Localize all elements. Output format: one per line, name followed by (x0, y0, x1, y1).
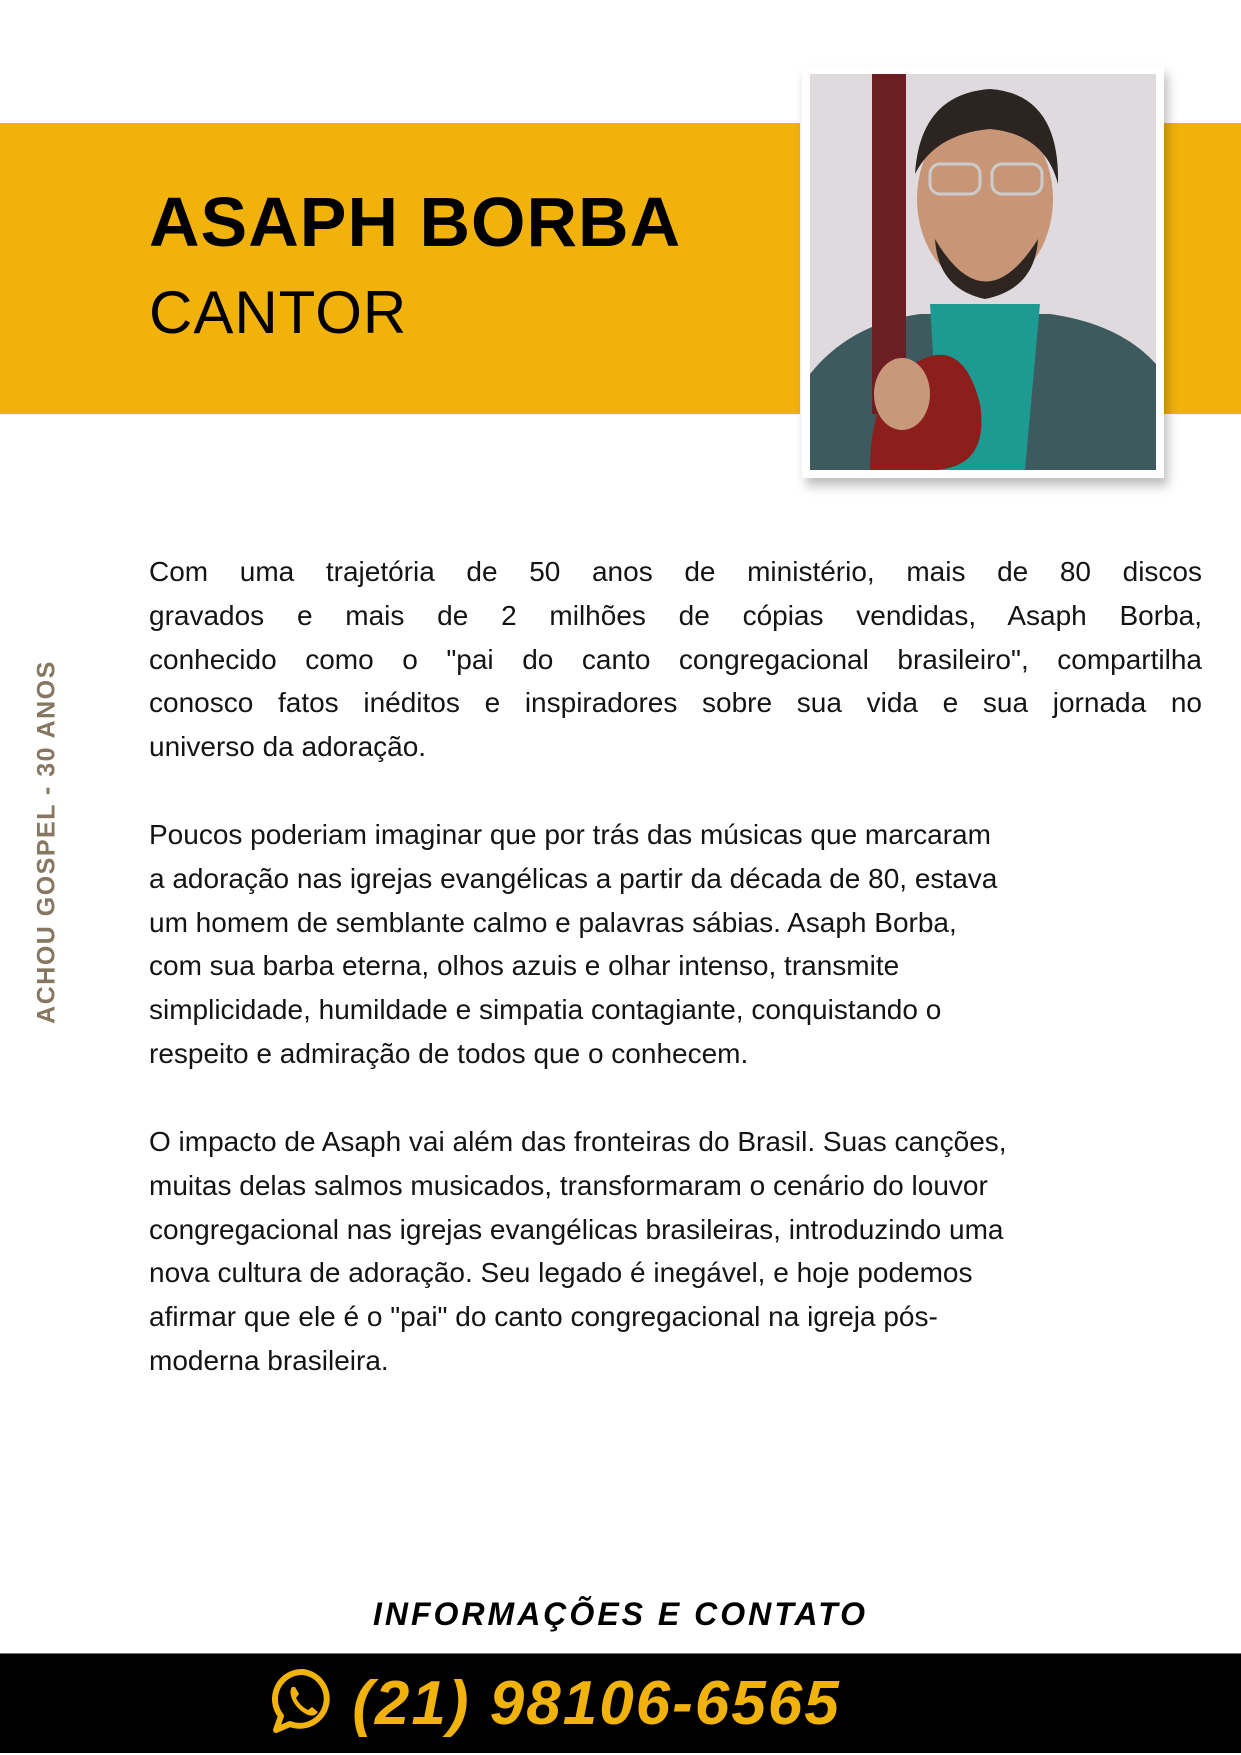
paragraph-intro (149, 550, 1202, 769)
text-line: congregacional nas igrejas evangélicas brasileiras, introduzindo uma (149, 1213, 1004, 1245)
text-line: afirmar que ele é o "pai" do canto congregacional na igreja pós- (149, 1301, 938, 1333)
text-line: moderna brasileira. (149, 1344, 389, 1376)
text-line: O impacto de Asaph vai além das fronteiras do Brasil. Suas canções, (149, 1126, 1007, 1157)
whatsapp-icon (270, 1667, 336, 1740)
portrait-photo (810, 74, 1156, 470)
person-role: CANTOR (149, 279, 408, 346)
person-name: ASAPH BORBA (149, 183, 682, 261)
portrait-illustration (810, 74, 1156, 470)
text-line: com sua barba eterna, olhos azuis e olhar intenso, transmite (149, 950, 900, 982)
header-band (0, 123, 800, 414)
text-line: Poucos poderiam imaginar que por trás das músicas que marcaram (149, 819, 991, 850)
phone-number[interactable]: (21) 98106-6565 (352, 1669, 841, 1738)
contact-heading: INFORMAÇÕES E CONTATO (373, 1596, 868, 1632)
text-line: gravados e mais de 2 milhões de cópias vendidas, Asaph Borba, (149, 599, 1202, 631)
text-line: muitas delas salmos musicados, transformaram o cenário do louvor (149, 1169, 988, 1201)
paragraph-impact (149, 1120, 1202, 1383)
text-line: simplicidade, humildade e simpatia contagiante, conquistando o (149, 994, 942, 1026)
header-band-right (1160, 123, 1241, 414)
text-line: universo da adoração. (149, 731, 427, 763)
text-line: respeito e admiração de todos que o conhecem. (149, 1037, 749, 1069)
text-line: Com uma trajetória de 50 anos de ministério, mais de 80 discos (149, 556, 1202, 587)
text-line: a adoração nas igrejas evangélicas a partir da década de 80, estava (149, 862, 998, 894)
contact-bar (0, 1653, 1241, 1753)
text-line: conosco fatos inéditos e inspiradores sobre sua vida e sua jornada no (149, 687, 1202, 719)
text-line: nova cultura de adoração. Seu legado é inegável, e hoje podemos (149, 1257, 973, 1289)
text-line: um homem de semblante calmo e palavras sábias. Asaph Borba, (149, 906, 957, 938)
paragraph-description (149, 813, 1202, 1076)
portrait-photo-frame (802, 66, 1164, 478)
side-label: ACHOU GOSPEL - 30 ANOS (32, 660, 61, 1024)
text-line: conhecido como o "pai do canto congregacional brasileiro", compartilha (149, 643, 1202, 675)
